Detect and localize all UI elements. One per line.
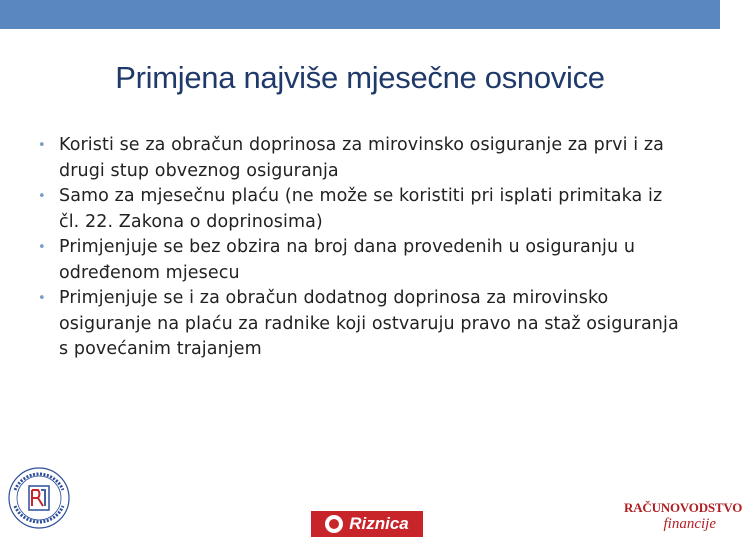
riznica-logo — [311, 511, 423, 537]
racunovodstvo-logo — [624, 500, 742, 538]
bullet-marker: • — [38, 138, 46, 153]
bullet-text: Primjenjuje se bez obzira na broj dana provedenih u osiguranju u određenom mjesecu — [59, 237, 636, 283]
riznica-mark-icon — [325, 515, 343, 533]
bullet-list — [38, 133, 688, 363]
bullet-item — [38, 133, 688, 184]
bullet-marker: • — [38, 189, 46, 204]
bullet-text: Primjenjuje se i za obračun dodatnog doprinosa za mirovinsko osiguranje na plaću za radnike koji ostvaruju pravo na staž osiguranja s povećanim trajanjem — [59, 288, 679, 359]
bullet-text: Samo za mjesečnu plaću (ne može se koristiti pri isplati primitaka iz čl. 22. Zakona o doprinosima) — [59, 186, 663, 232]
bullet-marker: • — [38, 240, 46, 255]
riznica-label: Riznica — [349, 514, 409, 533]
seal-logo-icon — [5, 460, 73, 536]
racunovodstvo-label: RAČUNOVODSTVO — [624, 500, 742, 515]
slide-title: Primjena najviše mjesečne osnovice — [115, 60, 605, 95]
top-accent-bar — [0, 0, 720, 29]
bullet-item — [38, 286, 688, 363]
bullet-marker: • — [38, 291, 46, 306]
bullet-item — [38, 184, 688, 235]
bullet-text: Koristi se za obračun doprinosa za mirovinsko osiguranje za prvi i za drugi stup obveznog osiguranja — [59, 135, 664, 181]
racunovodstvo-sub: financije — [663, 516, 716, 532]
bullet-item — [38, 235, 688, 286]
